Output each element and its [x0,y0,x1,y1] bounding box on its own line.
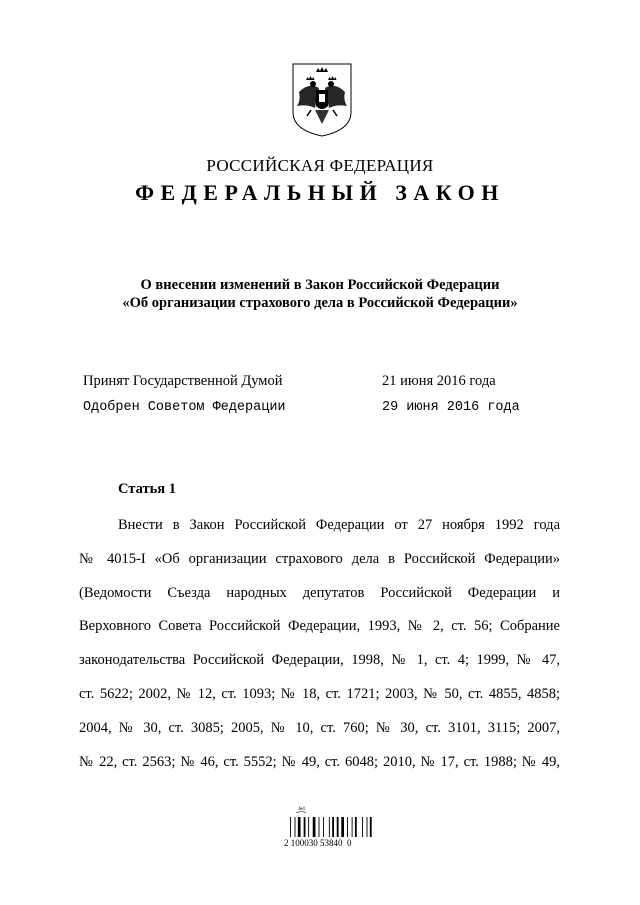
council-approval-label: Одобрен Советом Федерации [83,400,286,415]
body-line: ст. 5622; 2002, № 12, ст. 1093; № 18, ст. 1721; 2003, № 50, ст. 4855, 4858; [79,685,560,702]
barcode-mark: Jed [298,807,305,812]
body-line: № 22, ст. 2563; № 46, ст. 5552; № 49, ст. 6048; 2010, № 17, ст. 1988; № 49, [79,753,560,770]
council-approval-date: 29 июня 2016 года [382,400,520,415]
body-line: № 4015-I «Об организации страхового дела в Российской Федерации» [79,550,560,567]
document-type-title: ФЕДЕРАЛЬНЫЙ ЗАКОН [135,180,505,205]
duma-adoption-date: 21 июня 2016 года [382,373,496,389]
law-subject [0,276,640,312]
body-line: 2004, № 30, ст. 3085; 2005, № 10, ст. 760; № 30, ст. 3101, 3115; 2007, [79,719,560,736]
article-heading: Статья 1 [118,481,176,497]
body-line: Внести в Закон Российской Федерации от 27 ноября 1992 года [118,517,560,533]
duma-adoption-label: Принят Государственной Думой [83,373,283,389]
coat-of-arms-icon [289,62,355,138]
subject-line-2: «Об организации страхового дела в Российской Федерации» [122,295,518,311]
article-body [79,509,560,779]
body-line: (Ведомости Съезда народных депутатов Российской Федерации и [79,584,560,601]
country-title: РОССИЙСКАЯ ФЕДЕРАЦИЯ [206,156,434,175]
subject-line-1: О внесении изменений в Закон Российской Федерации [140,277,500,293]
body-line: Верховного Совета Российской Федерации, 1993, № 2, ст. 56; Собрание [79,618,560,635]
body-line: законодательства Российской Федерации, 1998, № 1, ст. 4; 1999, № 47, [79,652,560,669]
barcode-number: 2 100030 53840 0 [284,838,352,848]
